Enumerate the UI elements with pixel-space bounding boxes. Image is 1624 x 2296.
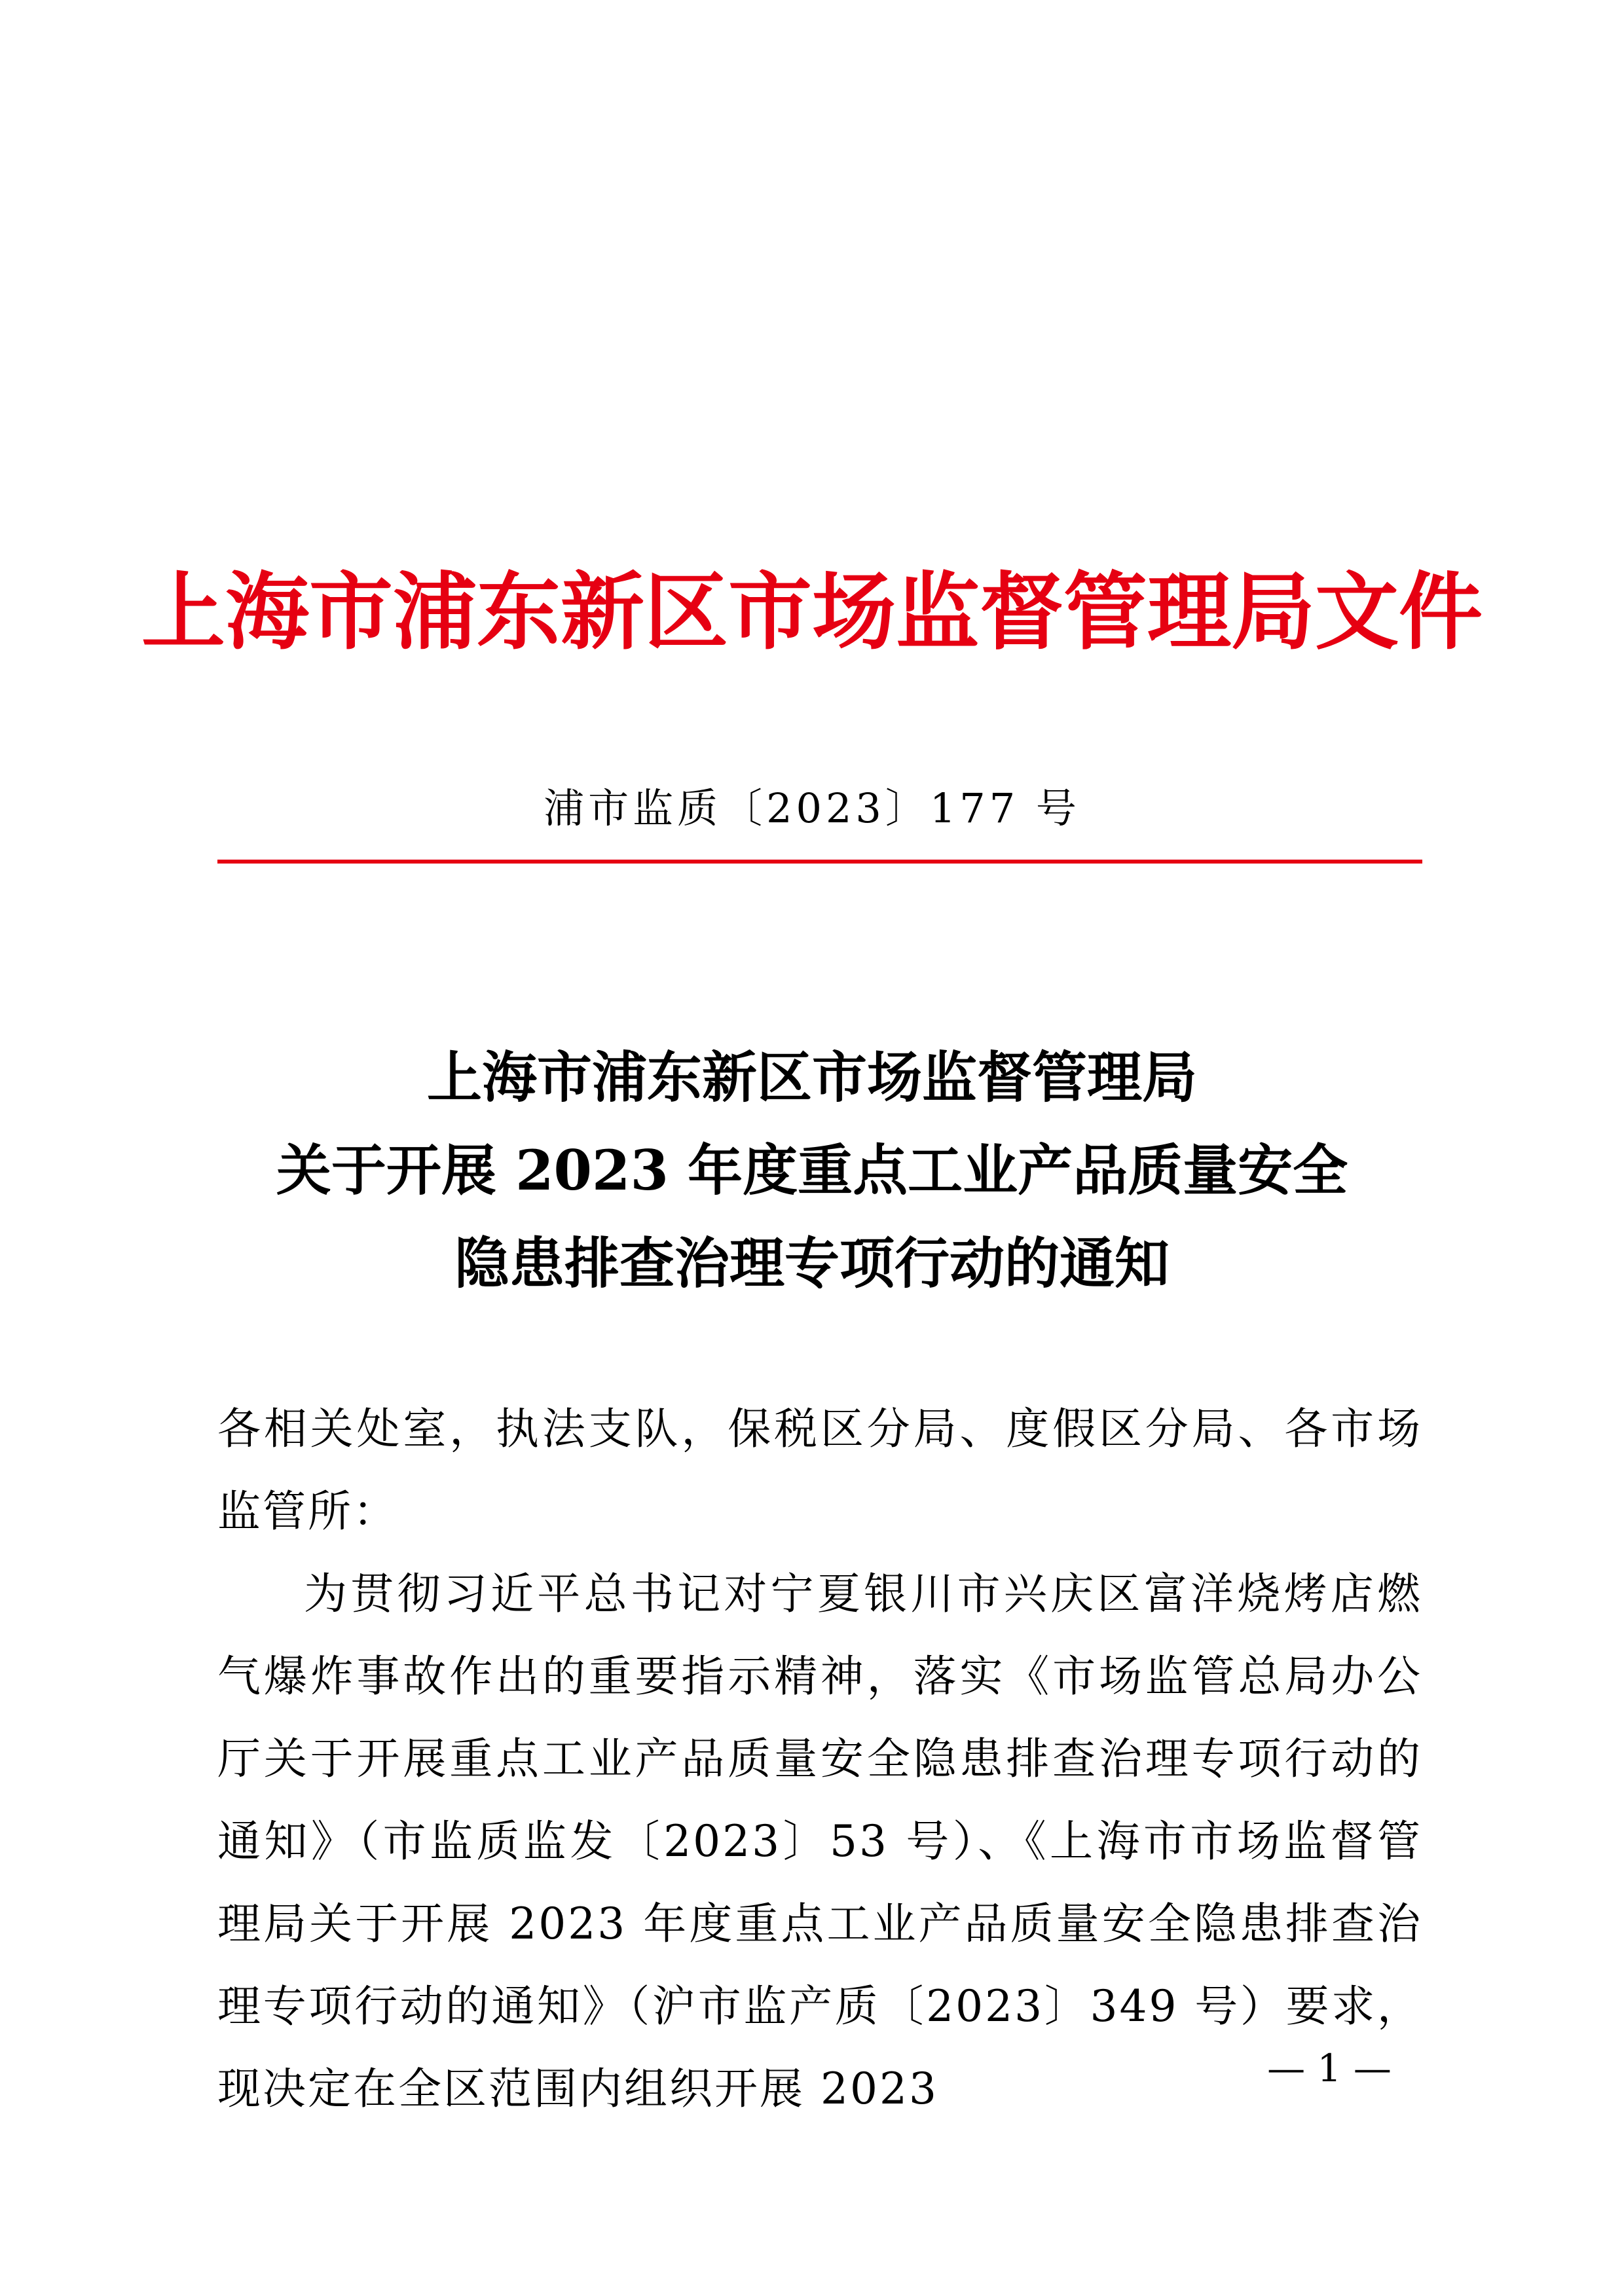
document-header-title: 上海市浦东新区市场监督管理局文件 [141,563,1483,661]
notice-title-line-2: 关于开展 2023 年度重点工业产品质量安全 [276,1138,1348,1203]
addressee-line: 各相关处室，执法支队，保税区分局、度假区分局、各市场监管所： [217,1404,1422,1537]
notice-body [217,1388,1422,2130]
document-number: 浦市监质〔2023〕177 号 [544,784,1080,832]
body-paragraph: 为贯彻习近平总书记对宁夏银川市兴庆区富洋烧烤店燃气爆炸事故作出的重要指示精神，落实《市场监管总局办公厅关于开展重点工业产品质量安全隐患排查治理专项行动的通知》（市监质监发〔2023〕53 号）、《上海市市场监督管理局关于开展 2023 年度重点工业产品质量安全隐患排查治理专项行动的通知》（沪市监产质〔2023〕349 号）要求，现决定在全区范围内组织开展 2023 [217,1569,1422,2114]
notice-title-line-1: 上海市浦东新区市场监督管理局 [426,1045,1197,1110]
red-divider-line [217,860,1422,864]
notice-title-line-3: 隐患排查治理专项行动的通知 [454,1231,1170,1296]
notice-title [0,1031,1624,1310]
page-number: — 1 — [1267,2046,1392,2090]
